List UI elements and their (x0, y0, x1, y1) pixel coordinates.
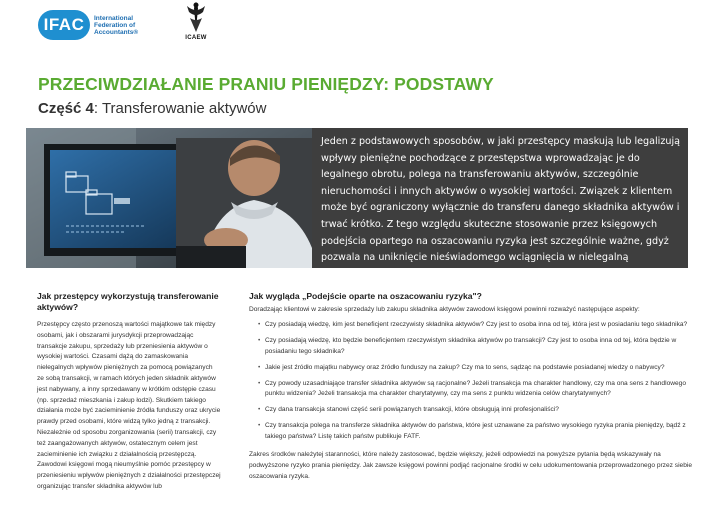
question-text: Czy transakcja polega na transferze składnika aktywów do państwa, które jest uznawane za państwo wysokiego ryzyka prania pieniędzy, bądź z takiego państwa? Listę takich państw publikuje FATF. (265, 422, 686, 440)
left-section (37, 291, 221, 493)
page-subtitle (38, 100, 266, 117)
icaew-logo (178, 0, 214, 46)
bullet-icon: • (258, 321, 261, 328)
question-text: Czy powody uzasadniające transfer składnika aktywów są racjonalne? Jeżeli transakcja ma charakter handlowy, czy ma ona sens z handlowego punktu widzenia? Jeżeli transakcja ma charakter charytatywny, czy ma sens z punktu widzenia celów charytatywnych? (265, 379, 686, 398)
question-text: Czy posiadają wiedzę, kim jest beneficjent rzeczywisty składnika aktywów? Czy jest to osoba inna od tej, która jest w posiadaniu tego składnika? (265, 321, 688, 328)
bullet-icon: • (258, 336, 261, 344)
right-section (249, 291, 697, 483)
icaew-crest-icon (181, 0, 211, 34)
part-title: : Transferowanie aktywów (93, 100, 267, 117)
bullet-icon: • (258, 422, 261, 430)
bullet-icon: • (258, 363, 261, 371)
part-label: Część 4 (38, 100, 94, 117)
right-section-closing: Zakres środków należytej staranności, które należy zastosować, będzie większy, jeżeli odpowiedzi na powyższe pytania będą wskazywały na podwyższone ryzyko prania pieniędzy. Jak zawsze księgowi powinni podjąć racjonalne środki w celu udokumentowania przeprowadzonego przez siebie oszacowania ryzyka. (249, 451, 692, 480)
ifac-name: International Federation of Accountants® (94, 14, 139, 36)
question-text: Jakie jest źródło majątku nabywcy oraz źródło funduszy na zakup? Czy ma to sens, sądząc na podstawie posiadanej wiedzy o nabywcy? (265, 363, 665, 371)
bullet-icon: • (258, 406, 261, 414)
list-item (249, 405, 697, 416)
man-at-computer-icon (26, 128, 312, 268)
hero-text: Jeden z podstawowych sposobów, w jaki przestępcy maskują lub legalizują wpływy pieniężne pochodzące z przestępstwa wprowadzając je do legalnego obrotu, polega na transferowaniu aktywów, szczególnie nieruchomości i innych aktywów o wysokiej wartości. Związek z klientem może być ograniczony wyłącznie do transferu danego składnika aktywów i trwać krótko. Z tego względu skuteczne stosowanie przez księgowych podejścia opartego na oszacowaniu ryzyka jest szczególnie ważne, gdyż pozwala na uniknięcie nieświadomego wciągnięcia w nielegalną działalność. (321, 136, 681, 280)
left-section-body: Przestępcy często przenoszą wartości majątkowe tak między osobami, jak i obszarami jurysdykcji przeprowadzając transakcje zakupu, sprzedaży lub przeniesienia aktywów o wysokiej wartości. Czasami dążą do zamaskowania nielegalnych wpływów pieniężnych za pomocą powiązanych ze sobą transakcji, w ramach których jeden składnik aktywów jest nabywany, a inny sprzedawany w krótkim odstępie czasu (np. sprzedaż mieszkania i zakup łodzi). Skutkiem takiego działania może być zacieminienie źródła funduszy oraz ukrycie prawdy przed osobami, które widzą tylko jedną z transakcji. Niezależnie od sposobu zorganizowania (serii) transakcji, czy też zaangażowanych aktywów, ostatecznym celem jest zacieminienie ich związku z działalnością przestępczą. Zawodowi księgowi mogą nieumyślnie pomóc przestępcy w przeniesieniu wpływów pieniężnych z działalności przestępczej organizując transfer składnika aktywów lub (37, 321, 221, 490)
right-section-heading: Jak wygląda „Podejście oparte na oszacowaniu ryzyka"? (249, 291, 482, 301)
hero-text-box (312, 128, 688, 280)
icaew-label: ICAEW (185, 35, 207, 41)
bullet-icon: • (258, 379, 261, 387)
question-text: Czy posiadają wiedzę, kto będzie beneficjentem rzeczywistym składnika aktywów po transakcji? Czy jest to osoba inna od tej, która będzie w posiadaniu tego składnika? (265, 336, 677, 355)
ifac-badge: IFAC (38, 10, 90, 40)
ifac-logo (38, 10, 154, 40)
list-item (249, 336, 697, 357)
question-text: Czy dana transakcja stanowi część serii powiązanych transakcji, które obsługują inni profesjonaliści? (265, 406, 559, 414)
left-section-heading: Jak przestępcy wykorzystują transferowanie aktywów? (37, 291, 219, 312)
list-item (249, 421, 697, 442)
right-section-intro: Doradzając klientowi w zakresie sprzedaży lub zakupu składnika aktywów zawodowi księgowi powinni rozważyć następujące aspekty: (249, 306, 640, 313)
list-item (249, 379, 697, 400)
page-title: PRZECIWDZIAŁANIE PRANIU PIENIĘDZY: PODSTAWY (38, 74, 494, 94)
list-item (249, 363, 697, 374)
list-item (249, 320, 697, 331)
question-list (249, 320, 697, 442)
hero-image (26, 128, 312, 268)
